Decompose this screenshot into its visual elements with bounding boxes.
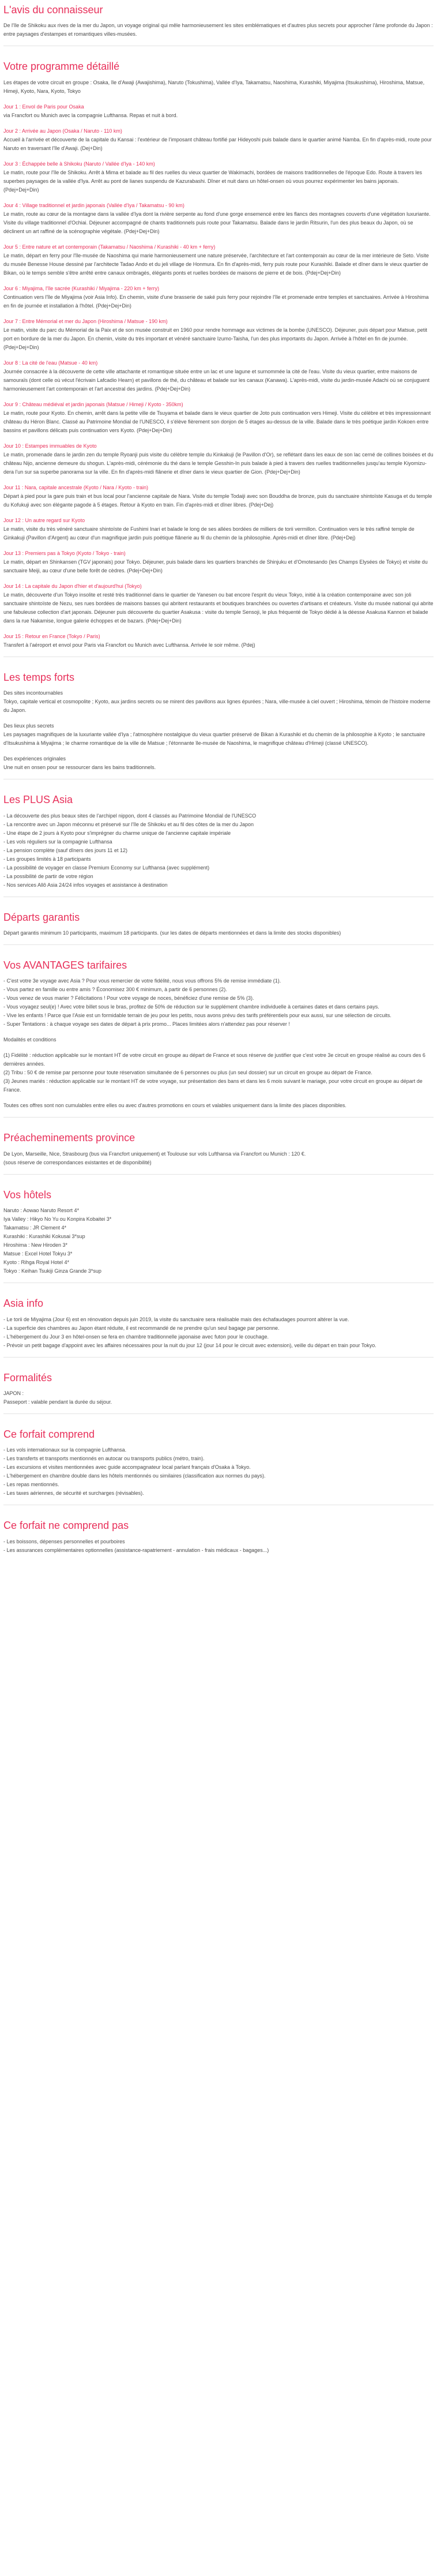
- day-text: Le matin, route au cœur de la montagne dans la vallée d'Iya dont la rivière serpente au fond d'une gorge ensemencé entre les flancs des montagnes couverts d'une végétation luxuriante. Visite du village traditionnel d'Ochiai. Déjeuner accompagné de chants traditionnels puis route pour Takamatsu. Balade dans le jardin Ritsurin, l'un des plus beaux du Japon, où se déclinent un art raffiné de la scénographie végétale. (Pdej+Dej+Din): [3, 211, 431, 234]
- condition-item: (2) Tribu : 50 € de remise par personne pour toute réservation simultanée de 6 personnes ou plus (un seul dossier) sur un circuit en groupe au départ de France.: [3, 1070, 372, 1076]
- plus-item: - La découverte des plus beaux sites de l'archipel nippon, dont 4 classés au Patrimoine Mondial de l'UNESCO: [3, 812, 257, 819]
- plus-title: Les PLUS Asia: [3, 794, 73, 806]
- plus-item: - La pension complète (sauf dîners des jours 11 et 12): [3, 847, 127, 853]
- plus-item: - La possibilité de voyager en classe Premium Economy sur Lufthansa (avec supplément): [3, 864, 210, 871]
- asia-info-item: - Le torii de Miyajima (Jour 6) est en rénovation depuis juin 2019, la visite du sanctuaire sera réalisable mais des échafaudages pourront altérer la vue.: [3, 1316, 349, 1322]
- day-text: Transfert à l'aéroport et envol pour Paris via Francfort ou Munich avec Lufthansa. Arrivée le soir même. (Pdej): [3, 642, 255, 648]
- asia-info-item: - Prévoir un petit bagage d'appoint avec les affaires nécessaires pour la nuit du jour 12 (jour 14 pour le circuit avec extension), veille du départ en train pour Tokyo.: [3, 1342, 376, 1348]
- hotel-item: Naruto : Aowao Naruto Resort 4*: [3, 1208, 80, 1214]
- hotel-item: Takamatsu : JR Clement 4*: [3, 1225, 67, 1231]
- advantages-title: Vos AVANTAGES tarifaires: [3, 959, 127, 971]
- highlights-places: [3, 722, 434, 748]
- formalities-block: [3, 1389, 434, 1407]
- itinerary-day: [3, 359, 434, 393]
- hotel-item: Kurashiki : Kurashiki Kokusai 3*sup: [3, 1233, 85, 1240]
- pre-routing-text: De Lyon, Marseille, Nice, Strasbourg (bus via Francfort uniquement) et Toulouse sur vols Lufthansa via Francfort ou Munich : 120 €.: [3, 1150, 306, 1157]
- highlights-exp-text: Une nuit en onsen pour se ressourcer dans les bains traditionnels.: [3, 764, 156, 771]
- day-text: Le matin, visite du parc du Mémorial de la Paix et de son musée construit en 1960 pour rendre hommage aux victimes de la bombe (UNESCO). Déjeuner, puis départ pour Matsue, petit port en bordure de la mer du Japon. En chemin, visite du très important et vénéré sanctuaire Izumo-Taisha, l'un des plus importants du Japon. Arrivée à l'hôtel en fin de journée. (Pdej+Dej+Din): [3, 327, 427, 350]
- day-title: Jour 4 : Village traditionnel et jardin japonais (Vallée d'Iya / Takamatsu - 90 km): [3, 202, 184, 208]
- itinerary-day: [3, 400, 434, 435]
- itinerary-day: [3, 243, 434, 278]
- day-title: Jour 14 : La capitale du Japon d'hier et d'aujourd'hui (Tokyo): [3, 583, 142, 589]
- included-item: - Les vols internationaux sur la compagnie Lufthansa.: [3, 1447, 127, 1453]
- highlights-unknown-text: Tokyo, capitale vertical et cosmopolite ; Kyoto, aux jardins secrets ou se mirent des pavillons aux lignes épurées ; Nara, ville-musée à ciel ouvert ; Hiroshima, témoin de l'histoire moderne du Japon.: [3, 699, 431, 714]
- day-text: Le matin, découverte d'un Tokyo insolite et resté très traditionnel dans le quartier de Yanesen ou bat encore l'esprit du vieux Tokyo, initié à la création contemporaine avec son joli sanctuaire shintoïste de Nezu, ses rues bordées de maisons basses qui abritent restaurants et boutiques branchées ou ouvertes d'artisans et créateurs. Visite du musée national qui abrite une fabuleuse collection d'art japonais. Déjeuner puis découverte du quartier Asakusa : visite du temple Sensoji, le plus fréquenté de Tokyo dédié à la déesse Asakusa Kannon et balade dans la rue Nakamise, longue galerie échoppes et de bazars. (Pdej+Dej+Din): [3, 591, 434, 624]
- advantage-item: - Vous voyagez seul(e) ! Avec votre billet sous le bras, profitez de 50% de réduction sur le supplément chambre individuelle à certaines dates et dans certains pays.: [3, 1004, 379, 1010]
- advantages-note: Toutes ces offres sont non cumulables entre elles ou avec d'autres promotions en cours et valables uniquement dans la limite des places disponibles.: [3, 1103, 346, 1109]
- excluded-list: [3, 1538, 434, 1555]
- day-text: Journée consacrée à la découverte de cette ville attachante et romantique située entre un lac et une lagune et surnommée la cité de l'eau. Visite du vieux quartier, entre maisons de samouraïs (dont celle où vécut l'écrivain Lafcadio Hearn) et pavillons de thé, du château et balade sur les canaux (Kanawa). L'après-midi, visite du jardin-musée Adachi où se conjuguent harmonieusement l'art contemporain et l'art ancestral des jardins. (Pdej+Dej+Din): [3, 368, 430, 392]
- divider: [3, 1117, 434, 1118]
- day-title: Jour 3 : Échappée belle à Shikoku (Naruto / Vallée d'Iya - 140 km): [3, 160, 155, 167]
- plus-item: - Les groupes limités à 18 participants: [3, 856, 91, 862]
- day-text: Le matin, route pour Kyoto. En chemin, arrêt dans la petite ville de Tsuyama et balade dans le vieux quartier de Joto puis continuation vers Himeji. Visite du célèbre et très impressionnant château du Héron Blanc. Classé au Patrimoine Mondial de l'UNESCO, il s'élève fièrement son donjon de 5 étages au-dessus de la ville. Balade dans le très poétique jardin Kokoen entre bassins et pavillons délicats puis continuation vers Kyoto. (Pdej+Dej+Din): [3, 410, 431, 433]
- included-item: - Les transferts et transports mentionnés en autocar ou transports publics (métro, train).: [3, 1456, 205, 1462]
- formalities-text: Passeport : valable pendant la durée du séjour.: [3, 1398, 112, 1405]
- included-item: - Les repas mentionnés.: [3, 1482, 59, 1488]
- condition-item: (1) Fidélité : réduction applicable sur le montant HT de votre circuit en groupe au départ de France et sous réserve de justifier que c'est votre 3e circuit en groupe réalisé au cours des 6 dernières années.: [3, 1052, 425, 1067]
- asia-info-list: [3, 1315, 434, 1350]
- day-text: Départ à pied pour la gare puis train et bus local pour l'ancienne capitale de Nara. Visite du temple Todaiji avec son Bouddha de bronze, puis du sanctuaire shintoïste Kasuga et du temple du Kofukuji avec son élégante pagode à 5 étages. Retour à Kyoto en train. Fin d'après-midi et dîner libres. (Pdej+Dej): [3, 493, 432, 508]
- itinerary-day: [3, 582, 434, 625]
- day-title: Jour 12 : Un autre regard sur Kyoto: [3, 517, 85, 523]
- highlights-experiences: [3, 755, 434, 772]
- highlights-unknown: [3, 689, 434, 715]
- included-item: - Les excursions et visites mentionnées avec guide accompagnateur local parlant français d'Osaka à Tokyo.: [3, 1464, 251, 1471]
- itinerary-day: [3, 103, 434, 120]
- advantage-item: - Vous venez de vous marier ? Félicitations ! Pour votre voyage de noces, bénéficiez d'une remise de 5% (3).: [3, 995, 254, 1002]
- itinerary-day: [3, 516, 434, 542]
- day-title: Jour 10 : Estampes immuables de Kyoto: [3, 443, 97, 449]
- program-summary: Les étapes de votre circuit en groupe : Osaka, île d'Awaji (Awajishima), Naruto (Tokushima), Vallée d'Iya, Takamatsu, Naoshima, Kurashiki, Miyajima (Itsukushima), Hiroshima, Matsue, Himeji, Kyoto, Nara, Kyoto, Tokyo: [3, 79, 425, 94]
- itinerary-day: [3, 442, 434, 477]
- advantages-list: [3, 977, 434, 1029]
- included-title: Ce forfait comprend: [3, 1428, 95, 1440]
- hotel-item: Kyoto : Rihga Royal Hotel 4*: [3, 1259, 70, 1266]
- hotels-title: Vos hôtels: [3, 1188, 52, 1201]
- itinerary-days: [3, 103, 434, 650]
- formalities-title: Formalités: [3, 1371, 52, 1383]
- advantage-item: - Vous partez en famille ou entre amis ? Économisez 300 € minimum, à partir de 6 personnes (2).: [3, 987, 227, 993]
- asia-info-item: - L'hébergement du Jour 3 en hôtel-onsen se fera en chambre traditionnelle japonaise avec futon pour le couchage.: [3, 1333, 269, 1340]
- conditions-list: [3, 1051, 434, 1094]
- day-text: Continuation vers l'île de Miyajima (voir Asia Info). En chemin, visite d'une brasserie de saké puis ferry pour rejoindre l'île et promenade entre temples et sanctuaires. Arrivée à Hiroshima en fin de journée et installation à l'hôtel. (Pdej+Dej+Din): [3, 294, 429, 309]
- included-list: [3, 1446, 434, 1498]
- advantage-item: - Super Tentations : à chaque voyage ses dates de départ à prix promo... Places limitées alors n'attendez pas pour réserver !: [3, 1021, 290, 1028]
- hotel-item: Matsue : Excel Hotel Tokyu 3*: [3, 1251, 73, 1257]
- day-text: Accueil à l'arrivée et découverte de la capitale du Kansai : l'extérieur de l'imposant château fortifié par Hideyoshi puis balade dans le quartier animé Namba. En fin d'après-midi, route pour Naruto en traversant l'île d'Awaji. (Dej+Din): [3, 136, 432, 151]
- day-title: Jour 9 : Château médiéval et jardin japonais (Matsue / Himeji / Kyoto - 350km): [3, 401, 183, 407]
- formalities-label: JAPON :: [3, 1390, 24, 1396]
- excluded-item: - Les assurances complémentaires optionnelles (assistance-rapatriement - annulation - frais médicaux - bagages...): [3, 1547, 269, 1553]
- plus-item: - Nos services Allô Asia 24/24 infos voyages et assistance à destination: [3, 882, 168, 888]
- itinerary-day: [3, 483, 434, 509]
- included-item: - L'hébergement en chambre double dans les hôtels mentionnés ou similaires (classification aux normes du pays).: [3, 1473, 266, 1479]
- itinerary-day: [3, 127, 434, 153]
- day-title: Jour 2 : Arrivée au Japon (Osaka / Naruto - 110 km): [3, 128, 122, 134]
- hotel-item: Tokyo : Keihan Tsukiji Ginza Grande 3*sup: [3, 1268, 101, 1274]
- included-item: - Les taxes aériennes, de sécurité et surcharges (révisables).: [3, 1490, 144, 1497]
- day-title: Jour 15 : Retour en France (Tokyo / Paris): [3, 633, 100, 639]
- hotels-list: [3, 1206, 434, 1276]
- condition-item: (3) Jeunes mariés : réduction applicable sur le montant HT de votre voyage, sur présentation des bans et dans les 6 mois suivant le mariage, pour votre circuit en groupe au départ de France.: [3, 1078, 423, 1093]
- day-title: Jour 6 : Miyajima, l'île sacrée (Kurashiki / Miyajima - 220 km + ferry): [3, 285, 160, 291]
- departures-text: Départ garantis minimum 10 participants, maximum 18 participants. (sur les dates de départs mentionnées et dans la limite des stocks disponibles): [3, 929, 341, 936]
- pre-routing-title: Préacheminements province: [3, 1132, 135, 1144]
- hotel-item: Iya Valley : Hikyo No Yu ou Konpira Kobaitei 3*: [3, 1216, 112, 1223]
- advantage-item: - C'est votre 3e voyage avec Asia ? Pour vous remercier de votre fidélité, nous vous offrons 5% de remise immédiate (1).: [3, 978, 281, 984]
- highlights-exp-label: Des expériences originales: [3, 756, 66, 762]
- highlights-title: Les temps forts: [3, 671, 75, 683]
- departures-title: Départs garantis: [3, 911, 80, 923]
- day-text: Le matin, promenade dans le jardin zen du temple Ryoanji puis visite du célèbre temple du Kinkakuji (le Pavillon d'Or), se reflétant dans les eaux de son lac cerné de collines boisées et du château Nijo, ancienne demeure du shogun. L'après-midi, cérémonie du thé dans le temple Gesshin-In puis balade à pied à travers des ruelles traditionnelles jusqu'au temple Kiyomizu-dera l'un sur sa superbe panorama sur la ville. En fin d'après-midi flânerie et dîner dans le vieux quartier de Gion. (Pdej+Dej+Din): [3, 451, 434, 475]
- itinerary-day: [3, 201, 434, 236]
- conditions-label: Modalités et conditions: [3, 1037, 56, 1043]
- pre-routing-block: [3, 1150, 434, 1167]
- itinerary-day: [3, 284, 434, 310]
- day-title: Jour 13 : Premiers pas à Tokyo (Kyoto / Tokyo - train): [3, 550, 126, 556]
- itinerary-day: [3, 160, 434, 194]
- day-title: Jour 8 : La cité de l'eau (Matsue - 40 km): [3, 359, 98, 366]
- page: [0, 3, 437, 1568]
- itinerary-day: [3, 632, 434, 650]
- divider: [3, 1174, 434, 1175]
- divider: [3, 1413, 434, 1414]
- day-text: via Francfort ou Munich avec la compagnie Lufthansa. Repas et nuit à bord.: [3, 112, 178, 118]
- itinerary-day: [3, 549, 434, 575]
- program-title: Votre programme détaillé: [3, 61, 120, 73]
- day-title: Jour 7 : Entre Mémorial et mer du Japon (Hiroshima / Matsue - 190 km): [3, 318, 168, 324]
- day-title: Jour 1 : Envol de Paris pour Osaka: [3, 103, 84, 110]
- day-title: Jour 11 : Nara, capitale ancestrale (Kyoto / Nara / Kyoto - train): [3, 484, 148, 490]
- day-text: Le matin, visite du très vénéré sanctuaire shintoïste de Fushimi Inari et balade le long de ses allées bordées de milliers de torii vermillon. Continuation vers le très raffiné temple de Ginkakuji (Pavillon d'Argent) au cœur d'un magnifique jardin puis poétique flânerie au fil du chemin de la philosophie. Après-midi et dîner libre. (Pdej+Dej): [3, 526, 415, 541]
- plus-item: - Une étape de 2 jours à Kyoto pour s'imprégner du charme unique de l'ancienne capitale impériale: [3, 830, 231, 836]
- intro-text: De l'île de Shikoku aux rives de la mer du Japon, un voyage original qui mêle harmonieusement les sites emblématiques et d'autres plus secrets pour approcher l'âme profonde du Japon : entre paysages d'estampes et romantiques villes-musées.: [3, 23, 433, 38]
- itinerary-day: [3, 317, 434, 352]
- divider: [3, 1357, 434, 1358]
- divider: [3, 944, 434, 945]
- day-text: Le matin, départ en ferry pour l'île-musée de Naoshima qui marie harmonieusement une nature préservée, l'architecture et l'art contemporain au cœur de la mer intérieure de Seto. Visite du musée Benesse House dessiné par l'architecte Tadao Ando et du jeli village de Honmura. En fin d'après-midi, ferry puis route pour Kurashiki. Balade et dîner dans le vieux quartier de Bikan, où le temps semble s'être arrêté entre canaux ombragés, élégants ponts et ruelles bordées de maisons de pierre et de bois. (Pdej+Dej+Din): [3, 252, 429, 276]
- asia-info-title: Asia info: [3, 1298, 44, 1310]
- day-text: Le matin, départ en Shinkansen (TGV japonais) pour Tokyo. Déjeuner, puis balade dans les quartiers branchés de Shinjuku et d'Omotesando (les Champs Elysées de Tokyo) et visite du sanctuaire Meiji, au cœur d'une belle forêt de cèdres. (Pdej+Dej+Din): [3, 558, 428, 573]
- advantage-item: - Vive les enfants ! Parce que l'Asie est un formidable terrain de jeu pour les petits, nous avons prévu des tarifs préférentiels pour eux aussi, sur une sélection de circuits.: [3, 1013, 391, 1019]
- plus-item: - La rencontre avec un Japon méconnu et préservé sur l'île de Shikoku et au fil des côtes de la mer du Japon: [3, 821, 254, 827]
- day-text: Le matin, route pour l'île de Shikoku. Arrêt à Mima et balade au fil des ruelles du vieux quartier de Wakimachi, bordées de maisons traditionnelles de l'époque Edo. Route à travers les superbes paysages de la vallée d'Iya. Arrêt au pont de lianes suspendu de Kazurabashi. Dîner et nuit dans un hôtel-onsen où vous pourrez expérimenter les bains japonais. (Pdej+Dej+Din): [3, 169, 422, 193]
- highlights-places-label: Des lieux plus secrets: [3, 723, 54, 729]
- asia-info-item: - La superficie des chambres au Japon étant réduite, il est recommandé de ne prendre qu'un seul bagage par personne.: [3, 1325, 280, 1331]
- highlights-places-text: Les paysages magnifiques de la luxuriante vallée d'Iya ; l'atmosphère nostalgique du vieux quartier préservé de Bikan à Kurashiki et du chemin de la philosophie à Kyoto ; le sanctuaire d'Itsukushima à Miyajima ; le charme romantique de la ville de Matsue ; l'étonnante île-musée de Naoshima, le magnifique château d'Himeji (classé UNESCO).: [3, 732, 425, 747]
- plus-item: - Les vols réguliers sur la compagnie Lufthansa: [3, 838, 112, 845]
- conditions-block: [3, 1036, 434, 1044]
- highlights-unknown-label: Des sites incontournables: [3, 690, 63, 696]
- plus-item: - La possibilité de partir de votre région: [3, 873, 93, 879]
- pre-routing-note: (sous réserve de correspondances existantes et de disponibilité): [3, 1159, 152, 1165]
- hotel-item: Hiroshima : New Hiroden 3*: [3, 1242, 68, 1248]
- intro-title: L'avis du connaisseur: [3, 4, 103, 16]
- excluded-title: Ce forfait ne comprend pas: [3, 1520, 129, 1532]
- plus-list: [3, 812, 434, 890]
- day-title: Jour 5 : Entre nature et art contemporain (Takamatsu / Naoshima / Kurashiki - 40 km + ferry): [3, 243, 216, 250]
- excluded-item: - Les boissons, dépenses personnelles et pourboires: [3, 1538, 125, 1544]
